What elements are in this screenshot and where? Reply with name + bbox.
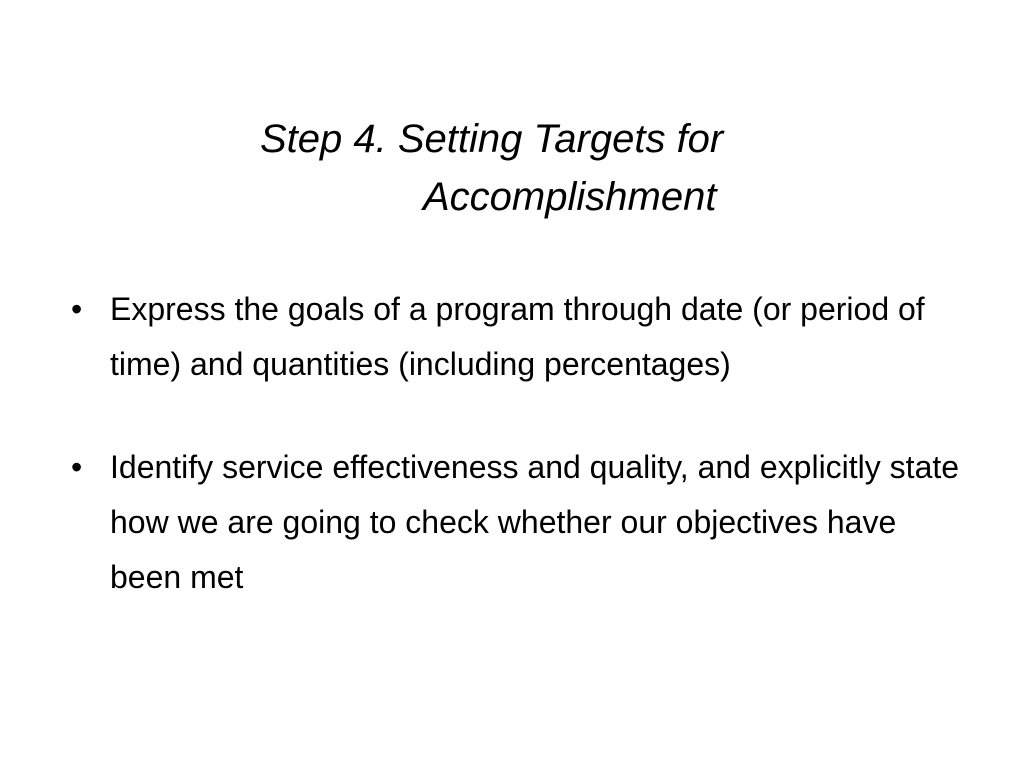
bullet-text: Express the goals of a program through date (or period of time) and quantities (including percentages) [110, 291, 925, 382]
bullet-item [68, 282, 968, 392]
slide-title-line-2: Accomplishment [423, 175, 717, 219]
bullet-dot-icon: • [71, 291, 83, 327]
bullet-item [68, 440, 968, 605]
bullet-dot-icon: • [71, 449, 83, 485]
bullet-text: Identify service effectiveness and quality, and explicitly state how we are going to check whether our objectives have been met [110, 449, 960, 595]
bullet-list [68, 282, 968, 653]
slide-title-line-1: Step 4. Setting Targets for [260, 117, 724, 161]
slide-title [180, 110, 880, 226]
